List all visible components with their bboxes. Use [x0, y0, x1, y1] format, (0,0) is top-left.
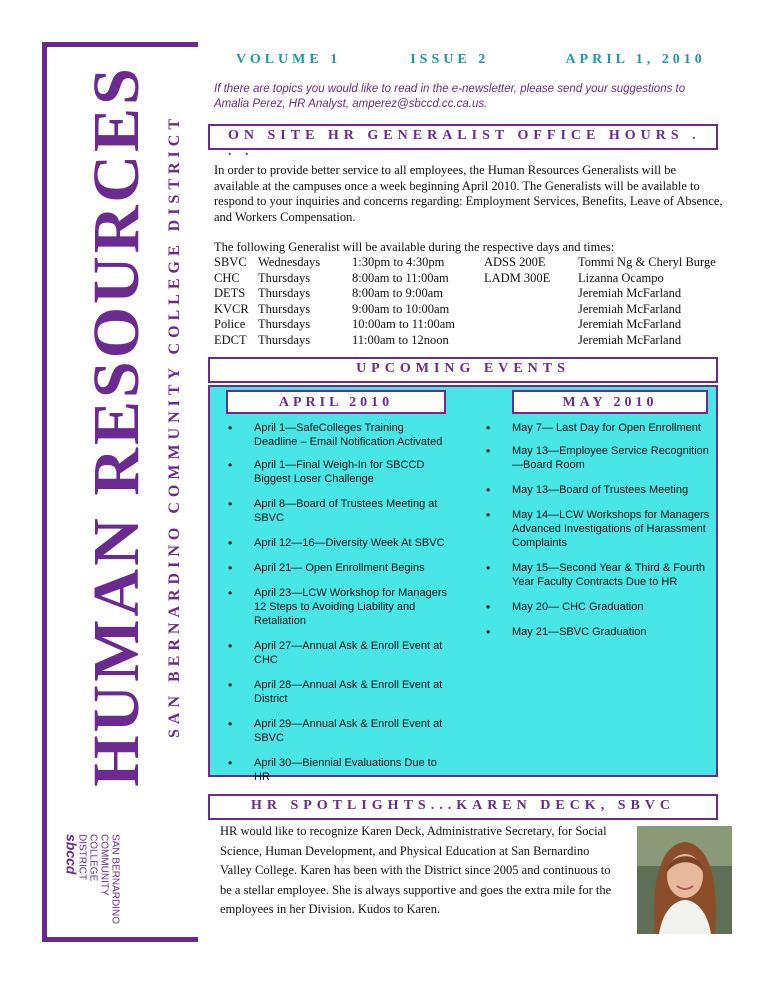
office-hours-heading: [208, 124, 718, 159]
logo-line: COMMUNITY: [98, 833, 110, 896]
spotlight-heading: [208, 794, 718, 820]
schedule-intro: The following Generalist will be available during the respective days and times:: [214, 240, 615, 254]
time-cell: 11:00am to 12noon: [352, 332, 449, 347]
sidebar-title-text: HUMAN RESOURCES: [80, 65, 153, 787]
list-item: • May 15—Second Year & Third & Fourth Year Faculty Contracts Due to HR: [482, 561, 710, 589]
room-cell: [482, 302, 576, 318]
list-item: • April 23—LCW Workshop for Managers 12 Steps to Avoiding Liability and Retaliation: [224, 586, 449, 628]
time-cell: 10:00am to 11:00am: [352, 317, 455, 331]
sidebar-subtitle: [162, 46, 188, 806]
issue-label: ISSUE 2: [410, 52, 490, 67]
table-row: [212, 317, 716, 333]
table-row: [212, 333, 716, 349]
list-item: • May 14—LCW Workshops for Managers Advanced Investigations of Harassment Complaints: [482, 508, 710, 550]
list-item: • April 21— Open Enrollment Begins: [224, 561, 449, 575]
room-cell: LADM 300E: [484, 270, 551, 285]
volume-label: VOLUME 1: [236, 52, 342, 67]
list-item: • April 27—Annual Ask & Enroll Event at CHC: [224, 639, 449, 667]
day-cell: Thursdays: [258, 301, 311, 316]
list-item: • April 1—Final Weigh-In for SBCCD Biggest Loser Challenge: [224, 458, 449, 486]
spotlight-heading-text: HR SPOTLIGHTS...KAREN DECK, SBVC: [250, 798, 676, 813]
list-item: • April 30—Biennial Evaluations Due to HR: [224, 756, 449, 784]
issue-date: APRIL 1, 2010: [565, 52, 706, 67]
table-row: [212, 302, 716, 318]
day-cell: Thursdays: [258, 270, 311, 285]
generalist-cell: Jeremiah McFarland: [578, 286, 682, 300]
campus-cell: DETS: [214, 286, 246, 300]
generalist-cell: Tommi Ng & Cheryl Burge: [578, 255, 716, 269]
day-cell: Thursdays: [258, 286, 311, 300]
schedule-table: [212, 255, 716, 348]
list-item: • May 13—Employee Service Recognition—Board Room: [482, 444, 710, 472]
generalist-cell: Lizanna Ocampo: [578, 270, 664, 285]
list-item: • April 1—SafeColleges Training Deadline – Email Notification Activated: [224, 421, 449, 449]
room-cell: [482, 286, 576, 302]
sidebar-title: [72, 46, 162, 806]
sbccd-logo: [63, 828, 121, 930]
april-heading-text: APRIL 2010: [278, 395, 394, 410]
upcoming-events-heading: [208, 357, 718, 383]
table-row: [212, 271, 716, 287]
may-heading: [512, 390, 708, 414]
april-events-list: [224, 421, 449, 784]
issue-header: [236, 52, 706, 68]
april-heading: [226, 390, 446, 414]
logo-line: DISTRICT: [76, 833, 88, 881]
room-cell: [482, 317, 576, 333]
campus-cell: EDCT: [214, 332, 247, 347]
office-hours-paragraph: In order to provide better service to all employees, the Human Resources Generalists will be available at the campuses once a week beginning April 2010. The Generalists will be available to respond to your inquiries and concerns regarding: Employment Services, Benefits, Leave of Absence, and Workers Compensation.: [214, 163, 723, 224]
logo-wordmark: sbccd: [63, 833, 80, 875]
logo-line: SAN BERNARDINO: [109, 833, 121, 925]
list-item: • May 7— Last Day for Open Enrollment: [482, 421, 710, 435]
campus-cell: CHC: [214, 270, 240, 285]
table-row: [212, 255, 716, 271]
time-cell: 8:00am to 11:00am: [352, 270, 449, 285]
generalist-cell: Jeremiah McFarland: [578, 332, 682, 347]
list-item: • April 8—Board of Trustees Meeting at SBVC: [224, 497, 449, 525]
list-item: • April 29—Annual Ask & Enroll Event at SBVC: [224, 717, 449, 745]
sidebar-subtitle-text: SAN BERNARDINO COMMUNITY COLLEGE DISTRICT: [166, 113, 183, 739]
may-heading-text: MAY 2010: [562, 395, 658, 410]
day-cell: Thursdays: [258, 332, 311, 347]
time-cell: 8:00am to 9:00am: [352, 286, 443, 300]
karen-deck-photo: [637, 826, 732, 934]
list-item: • May 20— CHC Graduation: [482, 600, 710, 614]
time-cell: 9:00am to 10:00am: [352, 301, 450, 316]
day-cell: Thursdays: [258, 317, 311, 331]
office-hours-heading-text: ON SITE HR GENERALIST OFFICE HOURS . . .: [228, 128, 701, 159]
logo-text: [63, 833, 121, 925]
table-row: [212, 286, 716, 302]
upcoming-events-heading-text: UPCOMING EVENTS: [356, 361, 570, 376]
campus-cell: Police: [214, 317, 246, 331]
list-item: • May 21—SBVC Graduation: [482, 625, 710, 639]
portrait-image: [637, 826, 732, 934]
spotlight-text: HR would like to recognize Karen Deck, Administrative Secretary, for Social Science, Human Development, and Physical Education at San Bernardino Valley College. Karen has been with the District since 2005 and continuous to be a stellar employee. She is always supportive and goes the extra mile for the employees in her Division. Kudos to Karen.: [220, 824, 612, 916]
room-cell: ADSS 200E: [484, 255, 546, 269]
room-cell: [482, 333, 576, 349]
generalist-cell: Jeremiah McFarland: [578, 317, 682, 331]
intro-note: If there are topics you would like to read in the e-newsletter, please send your suggestions to Amalia Perez, HR Analyst, amperez@sbccd.cc.ca.us.: [214, 83, 686, 110]
time-cell: 1:30pm to 4:30pm: [352, 255, 445, 269]
list-item: • April 12—16—Diversity Week At SBVC: [224, 536, 449, 550]
list-item: • April 28—Annual Ask & Enroll Event at District: [224, 678, 449, 706]
day-cell: Wednesdays: [258, 255, 321, 269]
list-item: • May 13—Board of Trustees Meeting: [482, 483, 710, 497]
may-events-list: [482, 421, 710, 639]
generalist-cell: Jeremiah McFarland: [578, 301, 682, 316]
logo-line: COLLEGE: [87, 833, 99, 882]
campus-cell: SBVC: [214, 255, 247, 269]
campus-cell: KVCR: [214, 301, 249, 316]
